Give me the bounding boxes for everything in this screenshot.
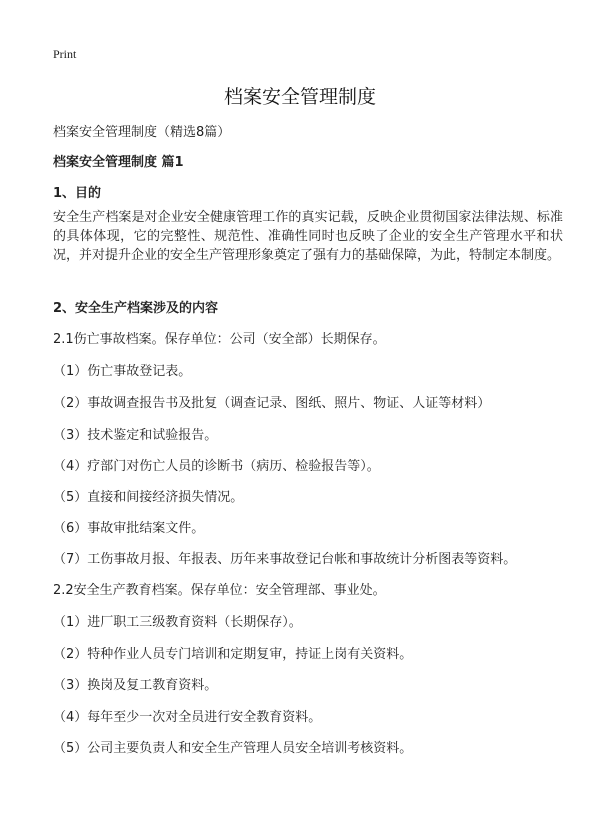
list-item: （3）换岗及复工教育资料。	[53, 678, 218, 693]
list-item: （4）疗部门对伤亡人员的诊断书（病历、检验报告等）。	[53, 459, 380, 474]
list-item: （3）技术鉴定和试验报告。	[53, 428, 218, 443]
list-item: （5）公司主要负责人和安全生产管理人员安全培训考核资料。	[53, 741, 413, 756]
page-title: 档案安全管理制度	[223, 86, 376, 108]
list-item: （1）进厂职工三级教育资料（长期保存）。	[53, 615, 302, 630]
list-item: （1）伤亡事故登记表。	[53, 364, 192, 379]
item-2-2: 2.2安全生产教育档案。保存单位：安全管理部、事业处。	[53, 583, 386, 598]
heading-contents: 2、安全生产档案涉及的内容	[53, 301, 219, 316]
list-item: （6）事故审批结案文件。	[53, 521, 205, 536]
list-item: （2）特种作业人员专门培训和定期复审，持证上岗有关资料。	[53, 647, 413, 662]
list-item: （2）事故调查报告书及批复（调查记录、图纸、照片、物证、人证等材料）	[53, 396, 491, 411]
item-2-1: 2.1伤亡事故档案。保存单位：公司（安全部）长期保存。	[53, 332, 386, 347]
list-item: （5）直接和间接经济损失情况。	[53, 490, 244, 505]
purpose-paragraph: 安全生产档案是对企业安全健康管理工作的真实记载，反映企业贯彻国家法律法规、标准的具体体现，它的完整性、规范性、准确性同时也反映了企业的安全生产管理水平和状况，并对提升企业的安全生产管理形象奠定了强有力的基础保障，为此，特制定本制度。	[53, 210, 563, 263]
list-item: （7）工伤事故月报、年报表、历年来事故登记台帐和事故统计分析图表等资料。	[53, 552, 517, 567]
list-item: （4）每年至少一次对全员进行安全教育资料。	[53, 710, 322, 725]
print-link[interactable]: Print	[53, 47, 77, 61]
section-heading: 档案安全管理制度 篇1	[53, 155, 184, 170]
heading-purpose: 1、目的	[53, 186, 102, 201]
subtitle: 档案安全管理制度（精选8篇）	[53, 125, 231, 140]
